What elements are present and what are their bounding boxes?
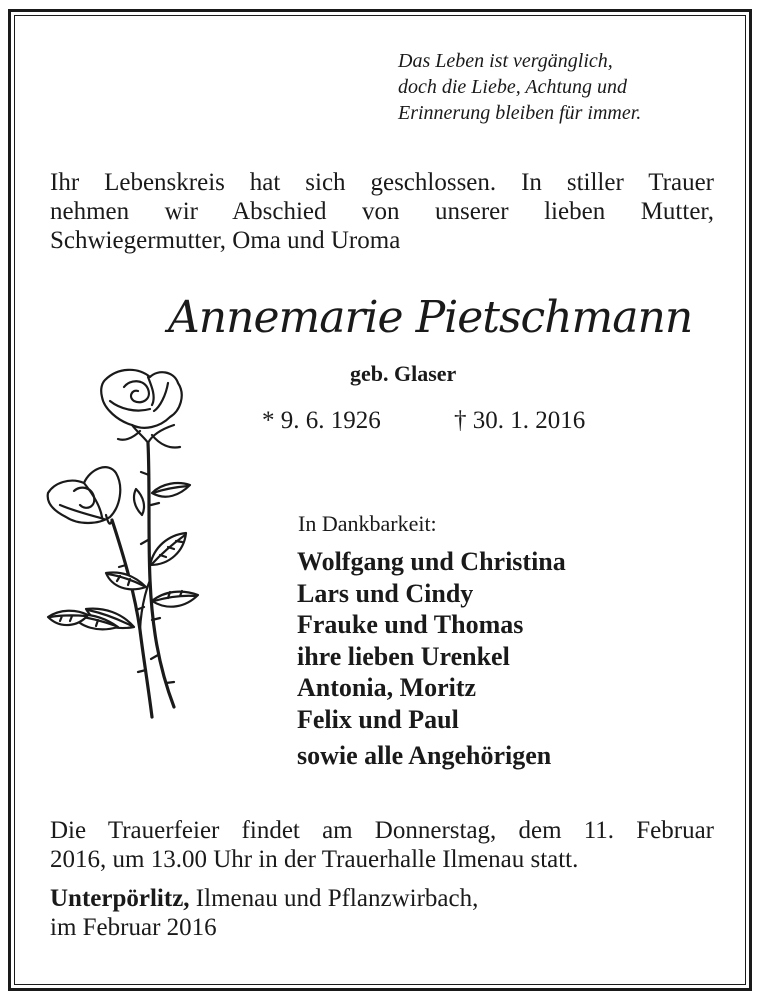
quote-line: Das Leben ist vergänglich, [398, 50, 613, 72]
funeral-service-text [50, 816, 714, 874]
mourner-name: Frauke und Thomas [297, 610, 524, 640]
intro-line: nehmen wir Abschied von unserer lieben Mutter, [50, 198, 714, 225]
epitaph-quote [398, 48, 718, 126]
service-line: Die Trauerfeier findet am Donnerstag, dem 11. Februar [50, 817, 714, 844]
mourners-label: In Dankbarkeit: [298, 511, 437, 536]
place-and-date [50, 884, 714, 942]
intro-line: Ihr Lebenskreis hat sich geschlossen. In stiller Trauer [50, 169, 714, 196]
mourner-name: Antonia, Moritz [297, 673, 477, 703]
quote-line: Erinnerung bleiben für immer. [398, 102, 642, 124]
birth-name: geb. Glaser [350, 361, 457, 386]
mourner-name: ihre lieben Urenkel [297, 641, 510, 671]
mourner-name: Felix und Paul [297, 704, 459, 734]
notice-date: im Februar 2016 [50, 914, 217, 941]
service-line: 2016, um 13.00 Uhr in der Trauerhalle Ilmenau statt. [50, 846, 579, 873]
mourner-name: Wolfgang und Christina [297, 547, 566, 576]
mourners-others: sowie alle Angehörigen [297, 740, 552, 770]
death-date: † 30. 1. 2016 [454, 407, 586, 434]
place-line [50, 884, 714, 913]
mourners-list [297, 546, 697, 771]
rose-illustration-icon [40, 365, 205, 720]
mourner-name: Lars und Cindy [297, 578, 474, 608]
deceased-name: Annemarie Pietschmann [168, 292, 693, 343]
place-town: Unterpörlitz, [50, 885, 190, 912]
intro-line: Schwiegermutter, Oma und Uroma [50, 227, 401, 254]
birth-date: * 9. 6. 1926 [262, 407, 381, 434]
quote-line: doch die Liebe, Achtung und [398, 76, 628, 98]
place-rest: Ilmenau und Pflanzwirbach, [189, 885, 479, 912]
intro-text [50, 168, 714, 255]
